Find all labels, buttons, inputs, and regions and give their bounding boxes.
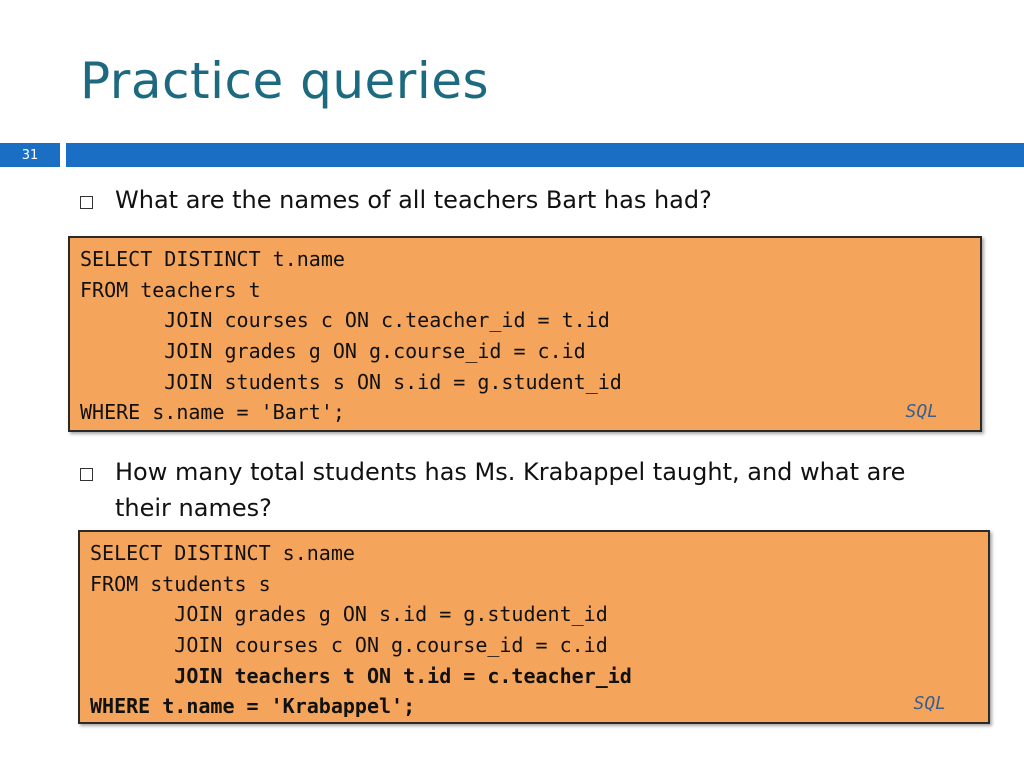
code-block-1	[68, 236, 982, 432]
bullet-item-2	[80, 454, 960, 526]
bullet-item-1	[80, 182, 980, 218]
code-line: FROM students s	[90, 571, 271, 596]
checkbox-bullet-icon	[80, 468, 93, 481]
code-line-bold: JOIN teachers t ON t.id = c.teacher_id	[90, 663, 632, 688]
header-bar	[66, 143, 1024, 167]
code-line: JOIN students s ON s.id = g.student_id	[80, 369, 622, 394]
slide-title: Practice queries	[80, 52, 490, 110]
bullet-text-2: How many total students has Ms. Krabappel taught, and what are their names?	[115, 458, 906, 522]
checkbox-bullet-icon	[80, 196, 93, 209]
code-line: SELECT DISTINCT s.name	[90, 541, 355, 565]
code-line: FROM teachers t	[80, 277, 261, 302]
code-line: JOIN grades g ON g.course_id = c.id	[80, 339, 586, 364]
code-line: JOIN courses c ON g.course_id = c.id	[90, 633, 608, 658]
code-line: SELECT DISTINCT t.name	[80, 247, 345, 271]
code-line: JOIN courses c ON c.teacher_id = t.id	[80, 308, 610, 333]
code-lang-label: SQL	[905, 401, 938, 422]
code-line-bold: WHERE t.name = 'Krabappel';	[90, 694, 416, 719]
code-block-2	[78, 530, 990, 724]
code-line: JOIN grades g ON s.id = g.student_id	[90, 602, 608, 627]
code-line: WHERE s.name = 'Bart';	[80, 400, 345, 425]
bullet-text-1: What are the names of all teachers Bart has had?	[115, 186, 712, 214]
slide-number: 31	[0, 143, 60, 167]
code-lang-label: SQL	[913, 693, 946, 714]
